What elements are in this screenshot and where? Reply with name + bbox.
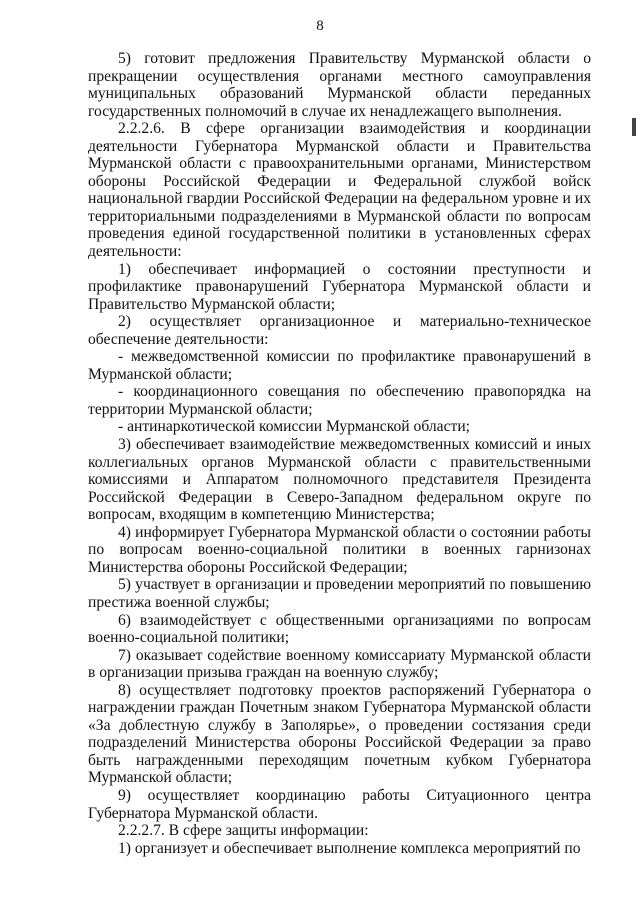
paragraph: - антинаркотической комиссии Мурманской области; (118, 418, 471, 436)
paragraph: 8) осуществляет подготовку проектов распоряжений Губернатора о награждении граждан Почетным знаком Губернатора Мурманской области «За доблестную службу в Заполярье», о проведении состязания среди подразделений Министерства обороны Российской Федерации за право быть награжденными переходящим почетным кубком Губернатора Мурманской области; (88, 681, 591, 787)
paragraph: - межведомственной комиссии по профилактике правонарушений в Мурманской области; (88, 348, 591, 383)
paragraph: 3) обеспечивает взаимодействие межведомственных комиссий и иных коллегиальных органов Мурманской области с правительственными комиссиями и Аппаратом полномочного представителя Президента Российской Федерации в Северо-Западном федеральном округе по вопросам, входящим в компетенцию Министерства; (88, 436, 591, 524)
paragraph: 4) информирует Губернатора Мурманской области о состоянии работы по вопросам военно-социальной политики в военных гарнизонах Министерства обороны Российской Федерации; (88, 523, 591, 576)
page-number: 8 (316, 18, 324, 34)
paragraph: 6) взаимодействует с общественными организациями по вопросам военно-социальной политики; (88, 611, 591, 647)
margin-mark (632, 118, 636, 136)
document-body (88, 50, 591, 857)
paragraph: 2.2.2.7. В сфере защиты информации: (118, 822, 369, 840)
paragraph: 9) осуществляет координацию работы Ситуационного центра Губернатора Мурманской области. (88, 786, 591, 822)
paragraph: 5) участвует в организации и проведении мероприятий по повышению престижа военной службы; (88, 576, 591, 611)
paragraph: 1) организует и обеспечивает выполнение комплекса мероприятий по (118, 839, 581, 857)
paragraph: 2.2.2.6. В сфере организации взаимодействия и координации деятельности Губернатора Мурманской области и Правительства Мурманской области с правоохранительными органами, Министерством обороны Российской Федерации и Федеральной службой войск национальной гвардии Российской Федерации на федеральном уровне и их территориальными подразделениями в Мурманской области по вопросам проведения единой государственной политики в установленных сферах деятельности: (88, 120, 591, 261)
paragraph: - координационного совещания по обеспечению правопорядка на территории Мурманской области; (88, 383, 591, 418)
paragraph: 5) готовит предложения Правительству Мурманской области о прекращении осуществления органами местного самоуправления муниципальных образований Мурманской области переданных государственных полномочий в случае их ненадлежащего выполнения. (88, 50, 591, 120)
paragraph: 2) осуществляет организационное и материально-техническое обеспечение деятельности: (88, 313, 591, 348)
paragraph: 1) обеспечивает информацией о состоянии преступности и профилактике правонарушений Губернатора Мурманской области и Правительство Мурманской области; (88, 260, 591, 313)
paragraph: 7) оказывает содействие военному комиссариату Мурманской области в организации призыва граждан на военную службу; (88, 646, 591, 682)
